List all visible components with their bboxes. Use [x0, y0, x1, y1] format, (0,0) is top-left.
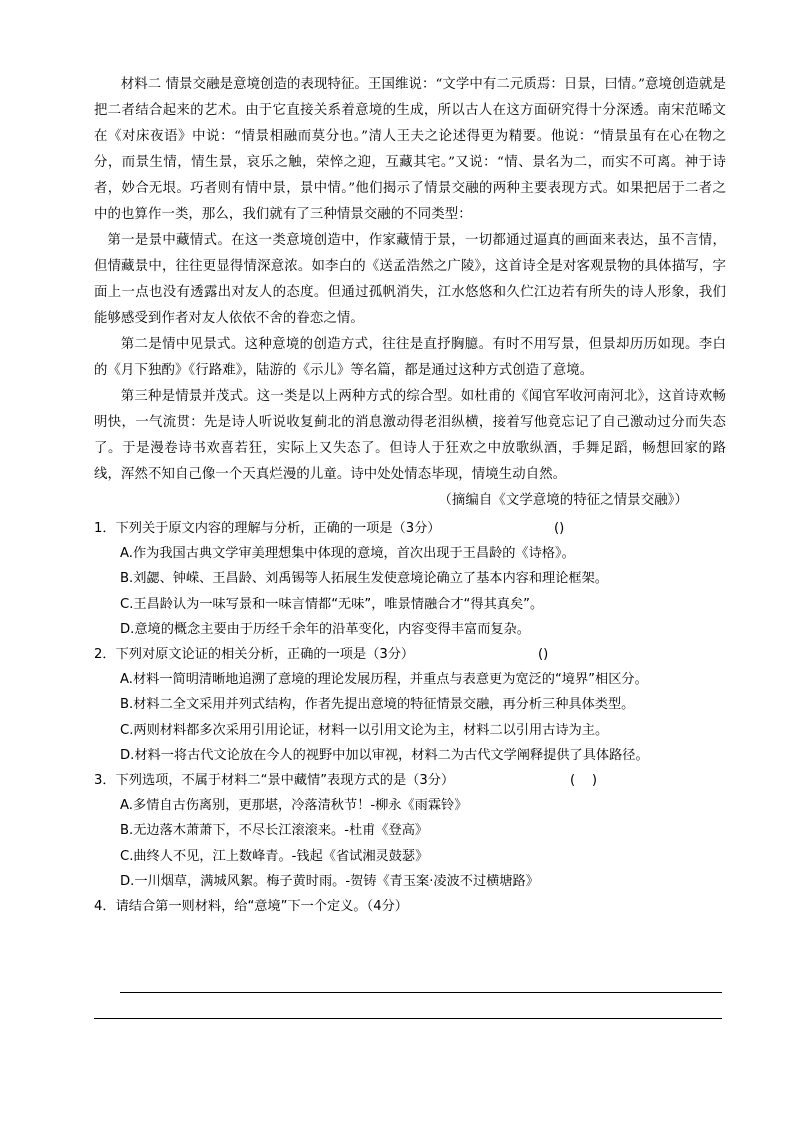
- passage-paragraph-1: 材料二 情景交融是意境创造的表现特征。王国维说：“文学中有二元质焉：日景，曰情。”意境创造就是把二者结合起来的艺术。由于它直接关系着意境的生成，所以古人在这方面研究得十分深透。南宋范晞文在《对床夜语》中说：“情景相融而莫分也。”清人王夫之论述得更为精要。他说：“情景虽有在心在物之分，而景生情，情生景，哀乐之触，荣悴之迎，互藏其宅。”又说：“情、景名为二，而实不可离。神于诗者，妙合无垠。巧者则有情中景，景中情。”他们揭示了情景交融的两种主要表现方式。如果把居于二者之中的也算作一类，那么，我们就有了三种情景交融的不同类型：: [94, 77, 726, 222]
- question-stem: [94, 642, 726, 667]
- option-b: B.无边落木萧萧下，不尽长江滚滚来。-杜甫《登高》: [120, 823, 429, 839]
- option-c: C.王昌龄认为一味写景和一味言情都“无味”，唯景情融合才“得其真矣”。: [120, 596, 544, 612]
- reading-passage: [94, 72, 726, 514]
- passage-paragraph-4: 第三种是情景并茂式。这一类是以上两种方式的综合型。如杜甫的《闻官军收河南河北》，这首诗欢畅明快，一气流贯：先是诗人听说收复蓟北的消息激动得老泪纵横，接着写他竟忘记了自己激动过分而失态了。于是漫卷诗书欢喜若狂，实际上又失态了。但诗人于狂欢之中放歌纵酒，手舞足蹈，畅想回家的路线，浑然不知自己像一个天真烂漫的儿童。诗中处处情态毕现，情境生动自然。: [94, 389, 726, 482]
- option-b: B.刘勰、钟嵘、王昌龄、刘禹锡等人拓展生发使意境论确立了基本内容和理论框架。: [120, 571, 608, 587]
- question-2: [94, 642, 726, 768]
- option-d: D.一川烟草，满城风絮。梅子黄时雨。-贺铸《青玉案·凌波不过横塘路》: [120, 873, 539, 889]
- passage-paragraph-2: 第一是景中藏情式。在这一类意境创造中，作家藏情于景，一切都通过逼真的画面来表达，虽不言情，但情藏景中，往往更显得情深意浓。如李白的《送孟浩然之广陵》，这首诗全是对客观景物的具体描写，字面上一点也没有透露出对友人的态度。但通过孤帆消失，江水悠悠和久伫江边若有所失的诗人形象，我们能够感受到作者对友人依依不舍的眷恋之情。: [94, 233, 726, 326]
- answer-paren: (): [538, 647, 549, 663]
- option-d: D.意境的概念主要由于历经千余年的沿革变化，内容变得丰富而复杂。: [120, 621, 530, 637]
- question-1: [94, 516, 726, 642]
- answer-line-1[interactable]: [120, 992, 722, 993]
- question-stem: [94, 768, 726, 793]
- question-list: [94, 516, 726, 919]
- option-c: C.两则材料都多次采用引用论证，材料一以引用文论为主，材料二以引用古诗为主。: [120, 722, 609, 738]
- answer-paren: (): [554, 521, 565, 536]
- option-a: A.作为我国古典文学审美理想集中体现的意境，首次出现于王昌龄的《诗格》。: [120, 546, 575, 562]
- passage-source: （摘编自《文学意境的特征之情景交融》）: [438, 493, 688, 508]
- question-stem: [94, 516, 726, 541]
- option-b: B.材料二全文采用并列式结构，作者先提出意境的特征情景交融，再分析三种具体类型。: [120, 697, 635, 713]
- option-d: D.材料一将古代文论放在今人的视野中加以审视，材料二为古代文学阐释提供了具体路径。: [120, 747, 649, 763]
- question-3: [94, 768, 726, 894]
- question-stem: [94, 894, 726, 919]
- answer-line-2[interactable]: [94, 1018, 722, 1019]
- question-2-stem: 2．下列对原文论证的相关分析，正确的一项是（3分）: [94, 647, 415, 663]
- option-a: A.材料一简明清晰地追溯了意境的理论发展历程，并重点与表意更为宽泛的“境界”相区分。: [120, 672, 648, 688]
- option-a: A.多情自古伤离别，更那堪，冷落清秋节！-柳永《雨霖铃》: [120, 798, 468, 814]
- question-3-stem: 3．下列选项，不属于材料二“景中藏情”表现方式的是（3分）: [94, 773, 455, 789]
- passage-paragraph-3: 第二是情中见景式。这种意境的创造方式，往往是直抒胸臆。有时不用写景，但景却历历如现。李白的《月下独酌》《行路难》，陆游的《示儿》等名篇，都是通过这种方式创造了意境。: [94, 337, 726, 378]
- question-1-stem: 1．下列关于原文内容的理解与分析，正确的一项是（3分）: [94, 521, 441, 536]
- option-c: C.曲终人不见，江上数峰青。-钱起《省试湘灵鼓瑟》: [120, 848, 429, 864]
- question-4-stem: 4．请结合第一则材料，给“意境”下一个定义。（4分）: [94, 899, 408, 915]
- question-4: [94, 894, 726, 919]
- answer-paren: ( ): [570, 773, 598, 789]
